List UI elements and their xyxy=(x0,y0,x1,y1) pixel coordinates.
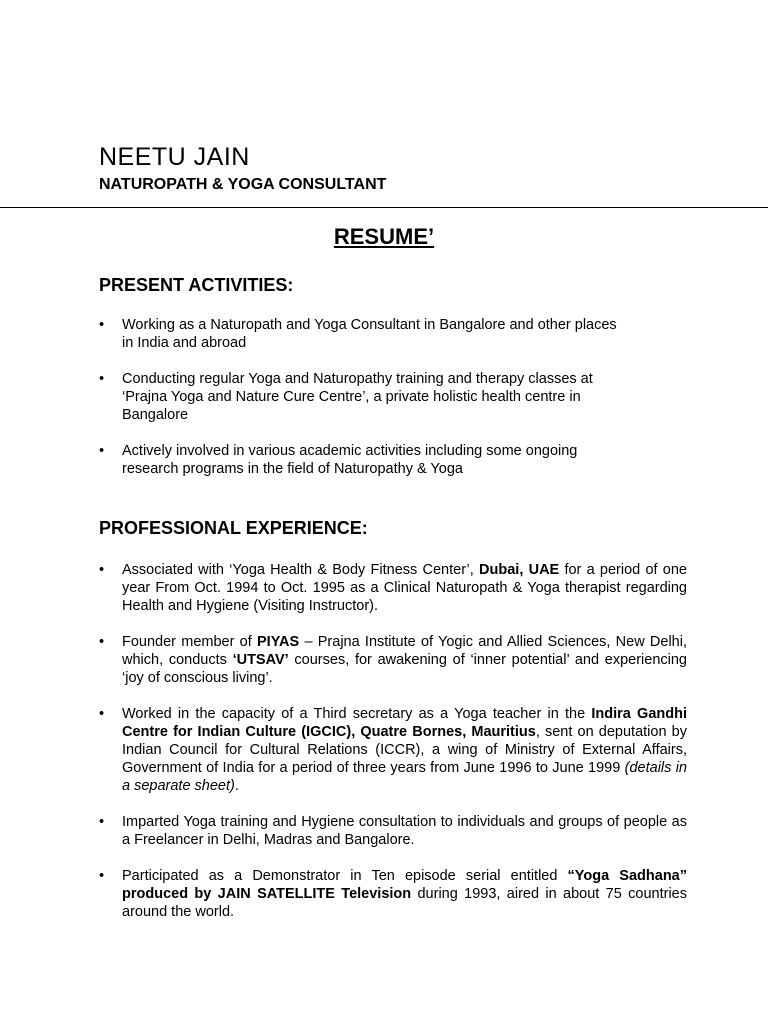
bullet-icon: • xyxy=(99,868,105,884)
list-item: • Worked in the capacity of a Third secretary as a Yoga teacher in the Indira Gandhi Centre for Indian Culture (IGCIC), Quatre Bornes, Mauritius, sent on deputation by Indian Council for Cultural Relations (ICCR), a wing of Ministry of External Affairs, Government of India for a period of three years from June 1996 to June 1999 (details in a separate sheet). xyxy=(99,706,687,794)
location-highlight: Dubai, UAE xyxy=(479,562,560,578)
list-item: • Founder member of PIYAS – Prajna Institute of Yogic and Allied Sciences, New Delhi, which, conducts ‘UTSAV’ courses, for awakening of ‘inner potential’ and experiencing ‘joy of conscious living’. xyxy=(99,634,687,686)
details-note: (details in a separate sheet) xyxy=(122,760,687,794)
serial-highlight: “Yoga Sadhana” produced by JAIN SATELLITE Television xyxy=(122,868,687,902)
header-divider xyxy=(0,207,768,208)
document-title-text: RESUME’ xyxy=(333,224,435,249)
list-item-line: ‘Prajna Yoga and Nature Cure Centre’, a private holistic health centre in xyxy=(122,389,581,405)
list-item: • Imparted Yoga training and Hygiene consultation to individuals and groups of people as a Freelancer in Delhi, Madras and Bangalore. xyxy=(99,814,687,848)
list-item xyxy=(99,370,687,424)
bullet-icon: • xyxy=(99,317,105,333)
bullet-icon: • xyxy=(99,371,105,387)
list-item-line: Bangalore xyxy=(122,407,189,423)
resume-name: NEETU JAIN xyxy=(99,143,250,171)
resume-subtitle: NATUROPATH & YOGA CONSULTANT xyxy=(99,176,387,193)
list-item-line: in India and abroad xyxy=(122,335,247,351)
organization-highlight: Indira Gandhi Centre for Indian Culture (IGCIC), Quatre Bornes, Mauritius xyxy=(122,706,687,740)
list-item: • Participated as a Demonstrator in Ten episode serial entitled “Yoga Sadhana” produced by JAIN SATELLITE Television during 1993, aired in about 75 countries around the world. xyxy=(99,868,687,920)
present-activities-heading: PRESENT ACTIVITIES: xyxy=(99,275,294,295)
document-title xyxy=(0,224,768,250)
professional-experience-list xyxy=(99,561,687,921)
course-highlight: ‘UTSAV’ xyxy=(232,652,289,668)
bullet-icon: • xyxy=(99,634,105,650)
list-item-line: Actively involved in various academic activities including some ongoing xyxy=(122,443,578,459)
professional-experience-heading: PROFESSIONAL EXPERIENCE: xyxy=(99,518,368,538)
list-item-line: Conducting regular Yoga and Naturopathy training and therapy classes at xyxy=(122,371,593,387)
bullet-icon: • xyxy=(99,706,105,722)
list-item: • Associated with ‘Yoga Health & Body Fitness Center’, Dubai, UAE for a period of one year From Oct. 1994 to Oct. 1995 as a Clinical Naturopath & Yoga therapist regarding Health and Hygiene (Visiting Instructor). xyxy=(99,562,687,614)
bullet-icon: • xyxy=(99,562,105,578)
bullet-icon: • xyxy=(99,814,105,830)
bullet-icon: • xyxy=(99,443,105,459)
organization-highlight: PIYAS xyxy=(257,634,300,650)
present-activities-list xyxy=(99,316,687,478)
list-item xyxy=(99,442,687,478)
list-item xyxy=(99,316,687,352)
list-item-line: Working as a Naturopath and Yoga Consultant in Bangalore and other places xyxy=(122,317,617,333)
list-item-line: research programs in the field of Naturopathy & Yoga xyxy=(122,461,463,477)
